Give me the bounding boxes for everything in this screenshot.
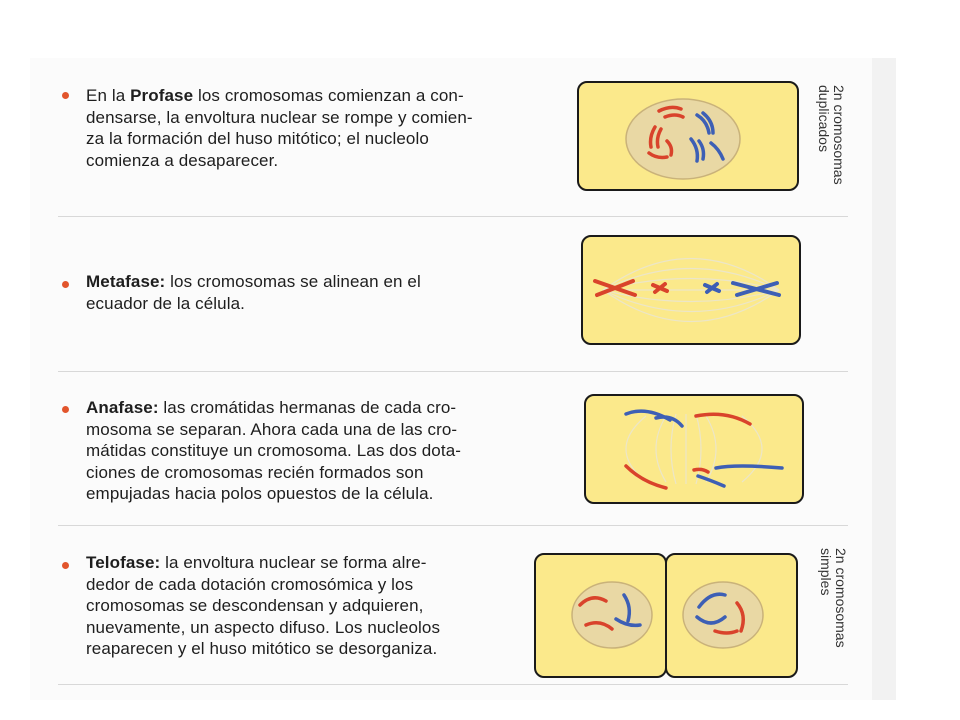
metafase-text: los cromosomas se alinean en el ecuador de la célula. xyxy=(86,272,421,313)
section-divider xyxy=(58,216,848,217)
metafase-term: Metafase: xyxy=(86,272,166,291)
side-label-simple: 2n cromosomas simples xyxy=(818,548,849,648)
metafase-illustration xyxy=(581,235,801,345)
side-label-duplicated: 2n cromosomas duplicados xyxy=(816,85,847,185)
profase-illustration xyxy=(577,81,799,191)
profase-text: los cromosomas comienzan a con- densarse, la envoltura nuclear se rompe y comien- za la formación del huso mitótico; el nucleolo comienza a desaparecer. xyxy=(86,86,473,170)
anafase-paragraph xyxy=(86,397,566,505)
bullet-dot-icon xyxy=(62,562,69,569)
telofase-paragraph xyxy=(86,552,556,660)
anafase-illustration xyxy=(584,394,804,504)
profase-text-before: En la xyxy=(86,86,131,105)
section-divider xyxy=(58,371,848,372)
section-divider xyxy=(58,684,848,685)
section-divider xyxy=(58,525,848,526)
anafase-text: las cromátidas hermanas de cada cro- mosoma se separan. Ahora cada una de las cro- mátidas constituye un cromosoma. Las dos dota- ciones de cromosomas recién formados son empujadas hacia polos opuestos de la célula. xyxy=(86,398,462,503)
telofase-term: Telofase: xyxy=(86,553,161,572)
bullet-dot-icon xyxy=(62,406,69,413)
telofase-daughter-cell-right xyxy=(665,553,798,678)
bullet-dot-icon xyxy=(62,92,69,99)
telofase-daughter-cell-left xyxy=(534,553,667,678)
page-edge-shadow xyxy=(872,58,896,700)
anafase-term: Anafase: xyxy=(86,398,159,417)
bullet-dot-icon xyxy=(62,281,69,288)
profase-term: Profase xyxy=(130,86,194,105)
metafase-paragraph xyxy=(86,271,566,314)
profase-paragraph xyxy=(86,85,566,171)
telofase-text: la envoltura nuclear se forma alre- dedor de cada dotación cromosómica y los cromosomas se descondensan y adquieren, nuevamente, un aspecto difuso. Los nucleolos reaparecen y el huso mitótico se desorganiza. xyxy=(86,553,441,658)
